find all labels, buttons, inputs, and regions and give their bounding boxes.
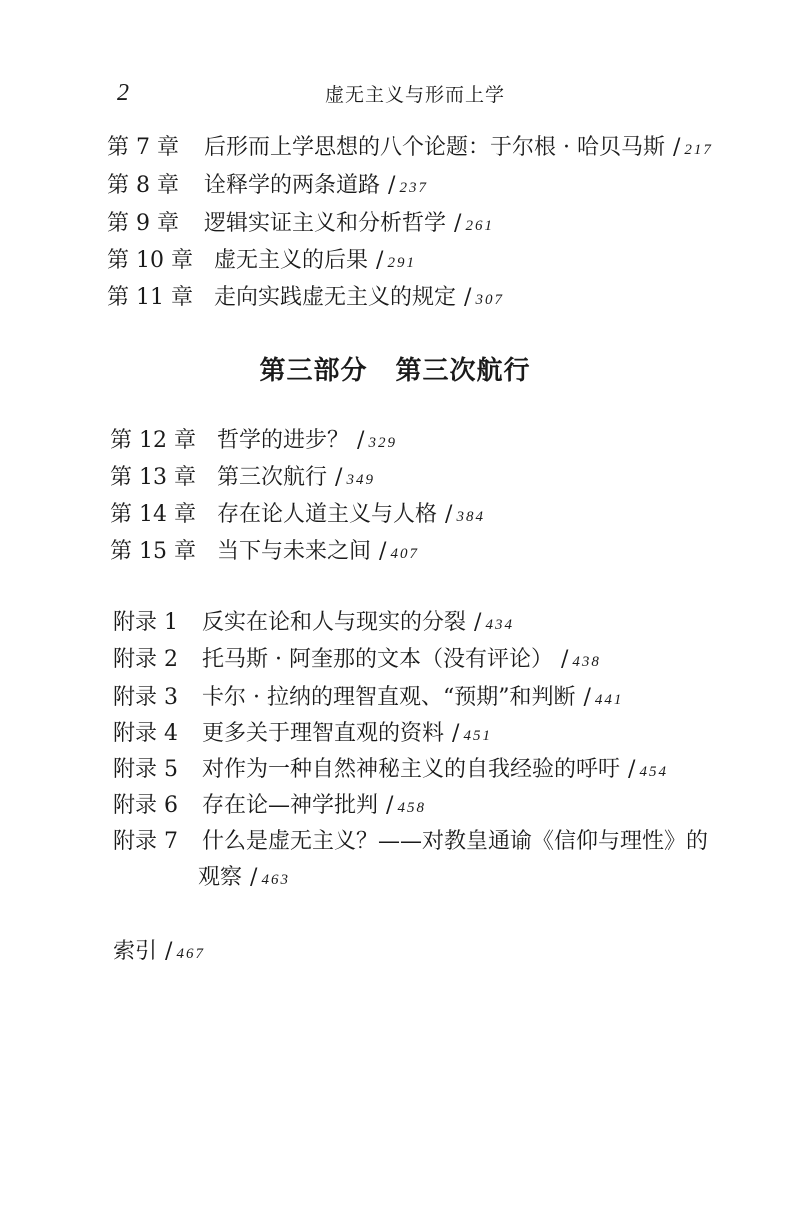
toc-entry-appendix-1[interactable]: 附录 1 反实在论和人与现实的分裂 / 434 <box>113 608 514 640</box>
chapter-label: 第 12 章 <box>110 428 196 453</box>
page-ref: 454 <box>639 764 668 780</box>
chapter-label: 第 8 章 <box>107 173 179 198</box>
running-head: 虚无主义与形而上学 <box>324 84 505 106</box>
chapter-title: 走向实践虚无主义的规定 <box>214 285 457 310</box>
appendix-label: 附录 1 <box>113 610 178 635</box>
appendix-title: 对作为一种自然神秘主义的自我经验的呼吁 <box>202 757 621 782</box>
toc-entry-appendix-4[interactable]: 附录 4 更多关于理智直观的资料 / 451 <box>113 719 492 751</box>
chapter-title: 当下与未来之间 <box>217 539 372 564</box>
page-ref: 261 <box>465 218 494 234</box>
appendix-label: 附录 5 <box>113 757 178 782</box>
toc-entry-ch14[interactable]: 第 14 章 存在论人道主义与人格 / 384 <box>110 500 485 532</box>
toc-entry-ch11[interactable]: 第 11 章 走向实践虚无主义的规定 / 307 <box>107 283 504 315</box>
toc-entry-appendix-7[interactable] <box>113 827 708 857</box>
toc-entry-ch9[interactable]: 第 9 章 逻辑实证主义和分析哲学 / 261 <box>107 209 494 241</box>
toc-entry-appendix-3[interactable]: 附录 3 卡尔 · 拉纳的理智直观、“预期”和判断 / 441 <box>113 683 623 715</box>
page-ref: 441 <box>594 692 624 708</box>
page-ref: 451 <box>463 728 492 744</box>
appendix-title: 托马斯 · 阿奎那的文本（没有评论） <box>202 647 553 672</box>
chapter-title: 后形而上学思想的八个论题：于尔根 · 哈贝马斯 <box>204 135 665 160</box>
page-ref: 384 <box>456 509 485 525</box>
appendix-title: 卡尔 · 拉纳的理智直观、“预期”和判断 <box>202 685 576 710</box>
page-number: 2 <box>117 80 129 106</box>
appendix-label: 附录 4 <box>113 721 178 746</box>
page-ref: 349 <box>346 472 375 488</box>
appendix-title: 反实在论和人与现实的分裂 <box>202 610 467 635</box>
toc-entry-appendix-5[interactable]: 附录 5 对作为一种自然神秘主义的自我经验的呼吁 / 454 <box>113 755 668 787</box>
appendix-title: 存在论—神学批判 <box>202 793 379 818</box>
page-ref: 407 <box>390 546 419 562</box>
chapter-label: 第 7 章 <box>107 135 179 160</box>
page-ref: 438 <box>572 654 601 670</box>
page-ref: 434 <box>485 617 514 633</box>
chapter-title: 虚无主义的后果 <box>214 248 369 273</box>
page-ref: 329 <box>368 435 397 451</box>
toc-entry-ch8[interactable]: 第 8 章 诠释学的两条道路 / 237 <box>107 171 428 203</box>
toc-entry-appendix-2[interactable]: 附录 2 托马斯 · 阿奎那的文本（没有评论） / 438 <box>113 645 601 677</box>
page-ref: 458 <box>397 800 426 816</box>
chapter-label: 第 15 章 <box>110 539 196 564</box>
page-ref: 307 <box>475 292 504 308</box>
page-ref: 467 <box>176 946 205 962</box>
toc-entry-index[interactable]: 索引 / 467 <box>113 937 205 969</box>
appendix-title: 什么是虚无主义？——对教皇通谕《信仰与理性》的 <box>202 829 709 854</box>
part-title: 第三次航行 <box>395 356 531 386</box>
chapter-label: 第 10 章 <box>107 248 193 273</box>
page-ref: 291 <box>387 255 416 271</box>
index-label: 索引 <box>113 939 158 964</box>
appendix-title: 更多关于理智直观的资料 <box>202 721 445 746</box>
chapter-title: 逻辑实证主义和分析哲学 <box>204 211 447 236</box>
page-ref: 463 <box>261 872 290 888</box>
toc-entry-ch15[interactable]: 第 15 章 当下与未来之间 / 407 <box>110 537 419 569</box>
page-ref: 217 <box>684 142 713 158</box>
chapter-label: 第 11 章 <box>107 285 193 310</box>
part-heading <box>0 350 790 387</box>
chapter-label: 第 9 章 <box>107 211 179 236</box>
chapter-title: 第三次航行 <box>217 465 328 490</box>
chapter-title: 哲学的进步？ <box>217 428 350 453</box>
appendix-title-continued: 观察 <box>198 865 243 890</box>
toc-entry-ch13[interactable]: 第 13 章 第三次航行 / 349 <box>110 463 375 495</box>
chapter-label: 第 13 章 <box>110 465 196 490</box>
chapter-title: 诠释学的两条道路 <box>204 173 381 198</box>
page-ref: 237 <box>399 180 428 196</box>
appendix-label: 附录 3 <box>113 685 178 710</box>
chapter-title: 存在论人道主义与人格 <box>217 502 438 527</box>
appendix-label: 附录 7 <box>113 829 178 854</box>
appendix-label: 附录 6 <box>113 793 178 818</box>
toc-entry-ch7[interactable]: 第 7 章 后形而上学思想的八个论题：于尔根 · 哈贝马斯 / 217 <box>107 133 713 165</box>
toc-entry-appendix-7-cont[interactable]: 观察 / 463 <box>198 863 290 895</box>
toc-entry-ch10[interactable]: 第 10 章 虚无主义的后果 / 291 <box>107 246 416 278</box>
chapter-label: 第 14 章 <box>110 502 196 527</box>
toc-entry-appendix-6[interactable]: 附录 6 存在论—神学批判 / 458 <box>113 791 426 823</box>
toc-entry-ch12[interactable]: 第 12 章 哲学的进步？ / 329 <box>110 426 397 458</box>
part-label: 第三部分 <box>259 356 368 386</box>
appendix-label: 附录 2 <box>113 647 178 672</box>
